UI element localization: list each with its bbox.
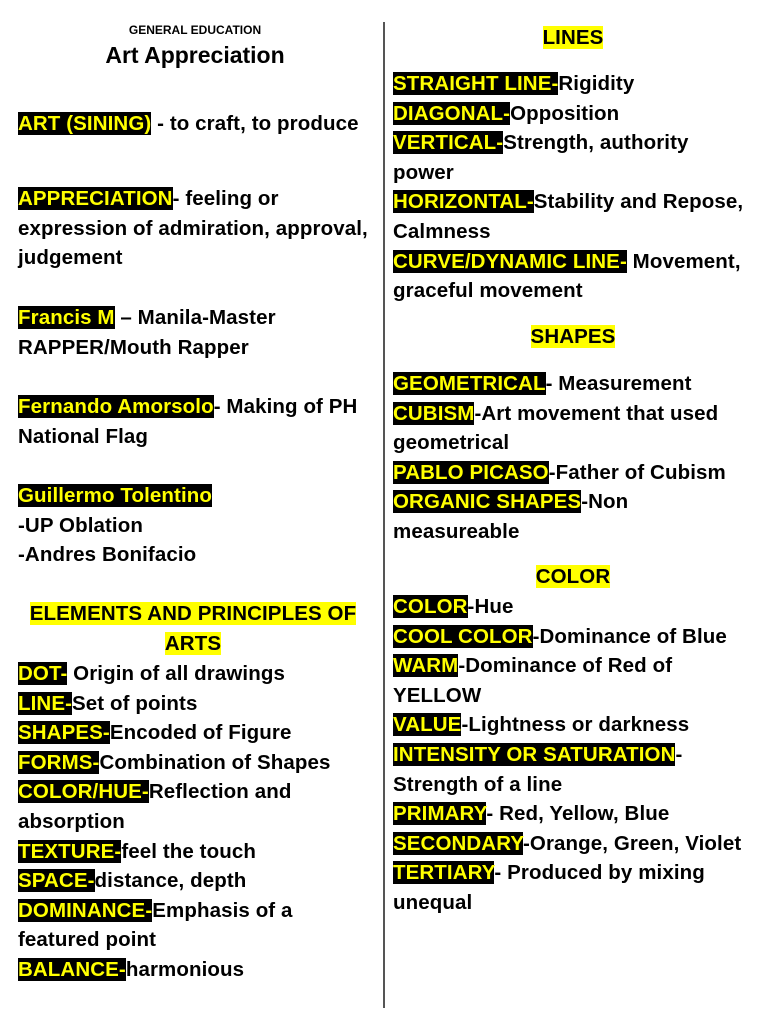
list-item [393,622,753,652]
entry-guillermo [18,481,368,570]
list-item [393,651,753,710]
def-francis: – Manila-Master RAPPER/Mouth Rapper [18,306,276,359]
term-cool-color: COOL COLOR [393,624,533,648]
def-cubism: -Art movement that used geometrical [393,401,719,455]
def-space: distance, depth [94,869,247,893]
term-balance: BALANCE- [18,957,126,981]
color-heading-block [393,562,753,592]
list-item [393,399,753,458]
term-color: COLOR [393,595,468,618]
list-item [393,592,753,622]
elements-list [18,659,368,985]
term-art: ART (SINING) [18,112,152,135]
def-pablo-picaso: -Father of Cubism [548,460,726,484]
list-item [393,458,753,488]
entry-fernando [18,392,368,451]
list-item [393,187,753,246]
list-item [18,837,368,867]
term-value: VALUE [393,713,462,737]
page-title: Art Appreciation [105,42,285,68]
guillermo-work-1: -UP Oblation [18,513,143,537]
term-guillermo: Guillermo Tolentino [18,484,212,507]
color-list [393,592,753,918]
def-secondary: -Orange, Green, Violet [523,831,742,855]
def-warm: -Dominance of Red of YELLOW [393,654,673,707]
def-horizontal: Stability and Repose, Calmness [393,190,744,243]
def-art: - to craft, to produce [151,112,359,135]
def-geometrical: - Measurement [545,372,692,395]
def-curve: Movement, graceful movement [393,249,741,303]
def-dot: Origin of all drawings [67,662,285,685]
entry-appreciation [18,184,368,273]
term-space: SPACE- [18,869,95,893]
term-shapes: SHAPES- [18,721,110,745]
list-item [393,69,753,99]
entry-art [18,109,368,139]
list-item [18,866,368,896]
list-item [393,487,753,546]
lines-list [393,69,753,306]
def-organic-shapes: -Non measureable [393,490,629,543]
term-vertical: VERTICAL- [393,131,504,155]
def-intensity: - Strength of a line [393,742,683,796]
term-organic-shapes: ORGANIC SHAPES [393,490,582,514]
def-primary: - Red, Yellow, Blue [486,802,670,826]
list-item [393,369,753,399]
list-item [18,777,368,836]
elements-heading-line1: ELEMENTS AND PRINCIPLES OF [29,602,357,625]
list-item [18,659,368,689]
subject-label: GENERAL EDUCATION [128,23,262,37]
entry-francis [18,303,368,362]
def-forms: Combination of Shapes [99,750,331,774]
def-appreciation: - feeling or expression of admiration, approval, judgement [18,187,368,270]
list-item [18,748,368,778]
term-dominance: DOMINANCE- [18,898,153,922]
def-cool-color: -Dominance of Blue [532,624,727,648]
term-curve: CURVE/DYNAMIC LINE- [393,249,627,273]
list-item [18,718,368,748]
list-item [393,858,753,917]
term-straight-line: STRAIGHT LINE- [393,72,559,95]
lines-heading: LINES [542,26,604,49]
list-item [18,896,368,955]
column-divider [383,22,385,1008]
term-pablo-picaso: PABLO PICASO [393,460,549,484]
term-horizontal: HORIZONTAL- [393,190,534,214]
def-texture: feel the touch [121,839,256,863]
term-line: LINE- [18,691,73,715]
term-color-hue: COLOR/HUE- [18,780,149,804]
def-dominance: Emphasis of a featured point [18,898,293,952]
elements-heading [18,599,368,658]
def-tertiary: - Produced by mixing unequal [393,861,705,914]
shapes-list [393,369,753,547]
list-item [393,710,753,740]
list-item [393,740,753,799]
def-vertical: Strength, authority power [393,131,689,184]
term-appreciation: APPRECIATION [18,187,173,210]
term-texture: TEXTURE- [18,839,122,863]
term-primary: PRIMARY [393,802,487,826]
term-secondary: SECONDARY [393,831,523,855]
guillermo-work-2: -Andres Bonifacio [18,543,197,567]
list-item [393,99,753,129]
term-tertiary: TERTIARY [393,861,495,885]
list-item [18,955,368,985]
def-color-hue: Reflection and absorption [18,780,292,833]
term-forms: FORMS- [18,750,100,774]
list-item [393,128,753,187]
def-color: -Hue [467,595,514,618]
list-item [393,799,753,829]
shapes-heading-block [393,322,753,352]
def-line: Set of points [72,691,198,715]
def-straight-line: Rigidity [558,72,635,95]
color-heading: COLOR [535,565,611,588]
def-diagonal: Opposition [510,101,620,125]
term-warm: WARM [393,654,459,678]
list-item [393,247,753,306]
shapes-heading: SHAPES [530,325,616,348]
list-item [393,829,753,859]
def-shapes: Encoded of Figure [109,721,292,745]
def-value: -Lightness or darkness [461,713,690,737]
def-balance: harmonious [125,957,245,981]
term-geometrical: GEOMETRICAL [393,372,546,395]
term-dot: DOT- [18,662,68,685]
term-intensity: INTENSITY OR SATURATION [393,742,676,766]
list-item [18,689,368,719]
term-cubism: CUBISM [393,401,475,425]
term-fernando: Fernando Amorsolo [18,395,214,418]
term-francis: Francis M [18,306,115,329]
def-fernando: - Making of PH National Flag [18,395,358,448]
lines-heading-block [393,23,753,53]
term-diagonal: DIAGONAL- [393,101,511,125]
elements-heading-line2: ARTS [164,631,222,655]
